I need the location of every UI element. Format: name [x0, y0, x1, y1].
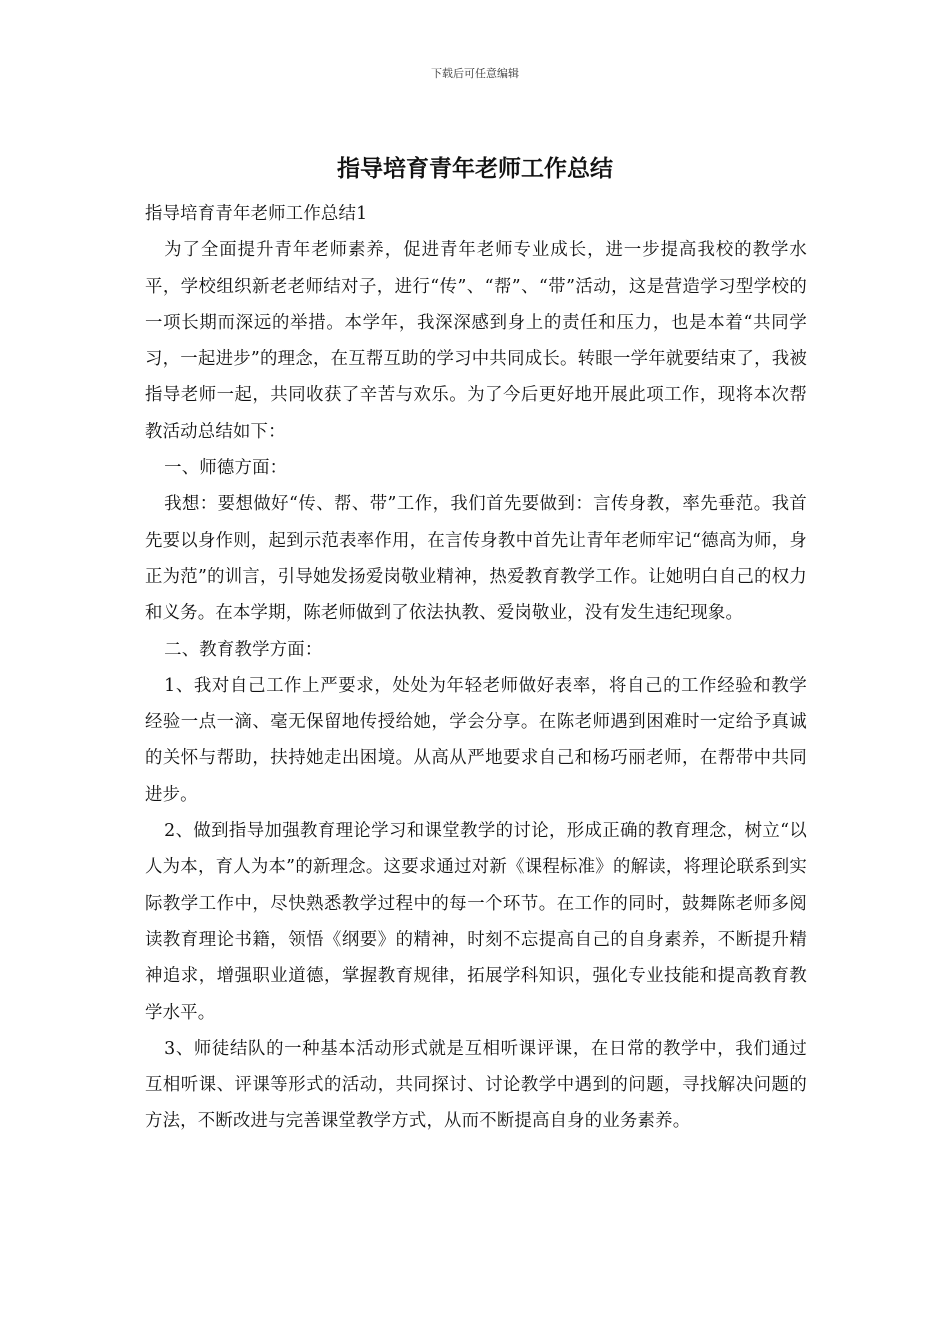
document-title: 指导培育青年老师工作总结 — [337, 155, 613, 182]
document-body — [145, 196, 807, 1140]
section-heading-ethics: 一、师德方面： — [164, 458, 288, 479]
section-heading-teaching: 二、教育教学方面： — [164, 639, 323, 660]
paragraph-intro: 为了全面提升青年老师素养，促进青年老师专业成长，进一步提高我校的教学水平，学校组织新老老师结对子，进行“传”、“帮”、“带”活动，这是营造学习型学校的一项长期而深远的举措。本学年，我深深感到身上的责任和压力，也是本着“共同学习，一起进步”的理念，在互帮互助的学习中共同成长。转眼一学年就要结束了，我被指导老师一起，共同收获了辛苦与欢乐。为了今后更好地开展此项工作，现将本次帮教活动总结如下： — [145, 240, 807, 442]
paragraph-teaching-2: 2、做到指导加强教育理论学习和课堂教学的讨论，形成正确的教育理念，树立“以人为本，育人为本”的新理念。这要求通过对新《课程标准》的解读，将理论联系到实际教学工作中，尽快熟悉教学过程中的每一个环节。在工作的同时，鼓舞陈老师多阅读教育理论书籍，领悟《纲要》的精神，时刻不忘提高自己的自身素养，不断提升精神追求，增强职业道德，掌握教育规律，拓展学科知识，强化专业技能和提高教育教学水平。 — [145, 821, 807, 1023]
paragraph-teaching-3: 3、师徒结队的一种基本活动形式就是互相听课评课，在日常的教学中，我们通过互相听课、评课等形式的活动，共同探讨、讨论教学中遇到的问题，寻找解决问题的方法，不断改进与完善课堂教学方式，从而不断提高自身的业务素养。 — [145, 1038, 807, 1132]
document-subtitle: 指导培育青年老师工作总结1 — [145, 204, 368, 224]
paragraph-teaching-1: 1、我对自己工作上严要求，处处为年轻老师做好表率，将自己的工作经验和教学经验一点一滴、毫无保留地传授给她，学会分享。在陈老师遇到困难时一定给予真诚的关怀与帮助，扶持她走出困境。从高从严地要求自己和杨巧丽老师，在帮带中共同进步。 — [145, 675, 807, 805]
header-note: 下载后可任意编辑 — [431, 67, 519, 80]
paragraph-ethics: 我想：要想做好“传、帮、带”工作，我们首先要做到：言传身教，率先垂范。我首先要以身作则，起到示范表率作用，在言传身教中首先让青年老师牢记“德高为师，身正为范”的训言，引导她发扬爱岗敬业精神，热爱教育教学工作。让她明白自己的权力和义务。在本学期，陈老师做到了依法执教、爱岗敬业，没有发生违纪现象。 — [145, 494, 807, 624]
